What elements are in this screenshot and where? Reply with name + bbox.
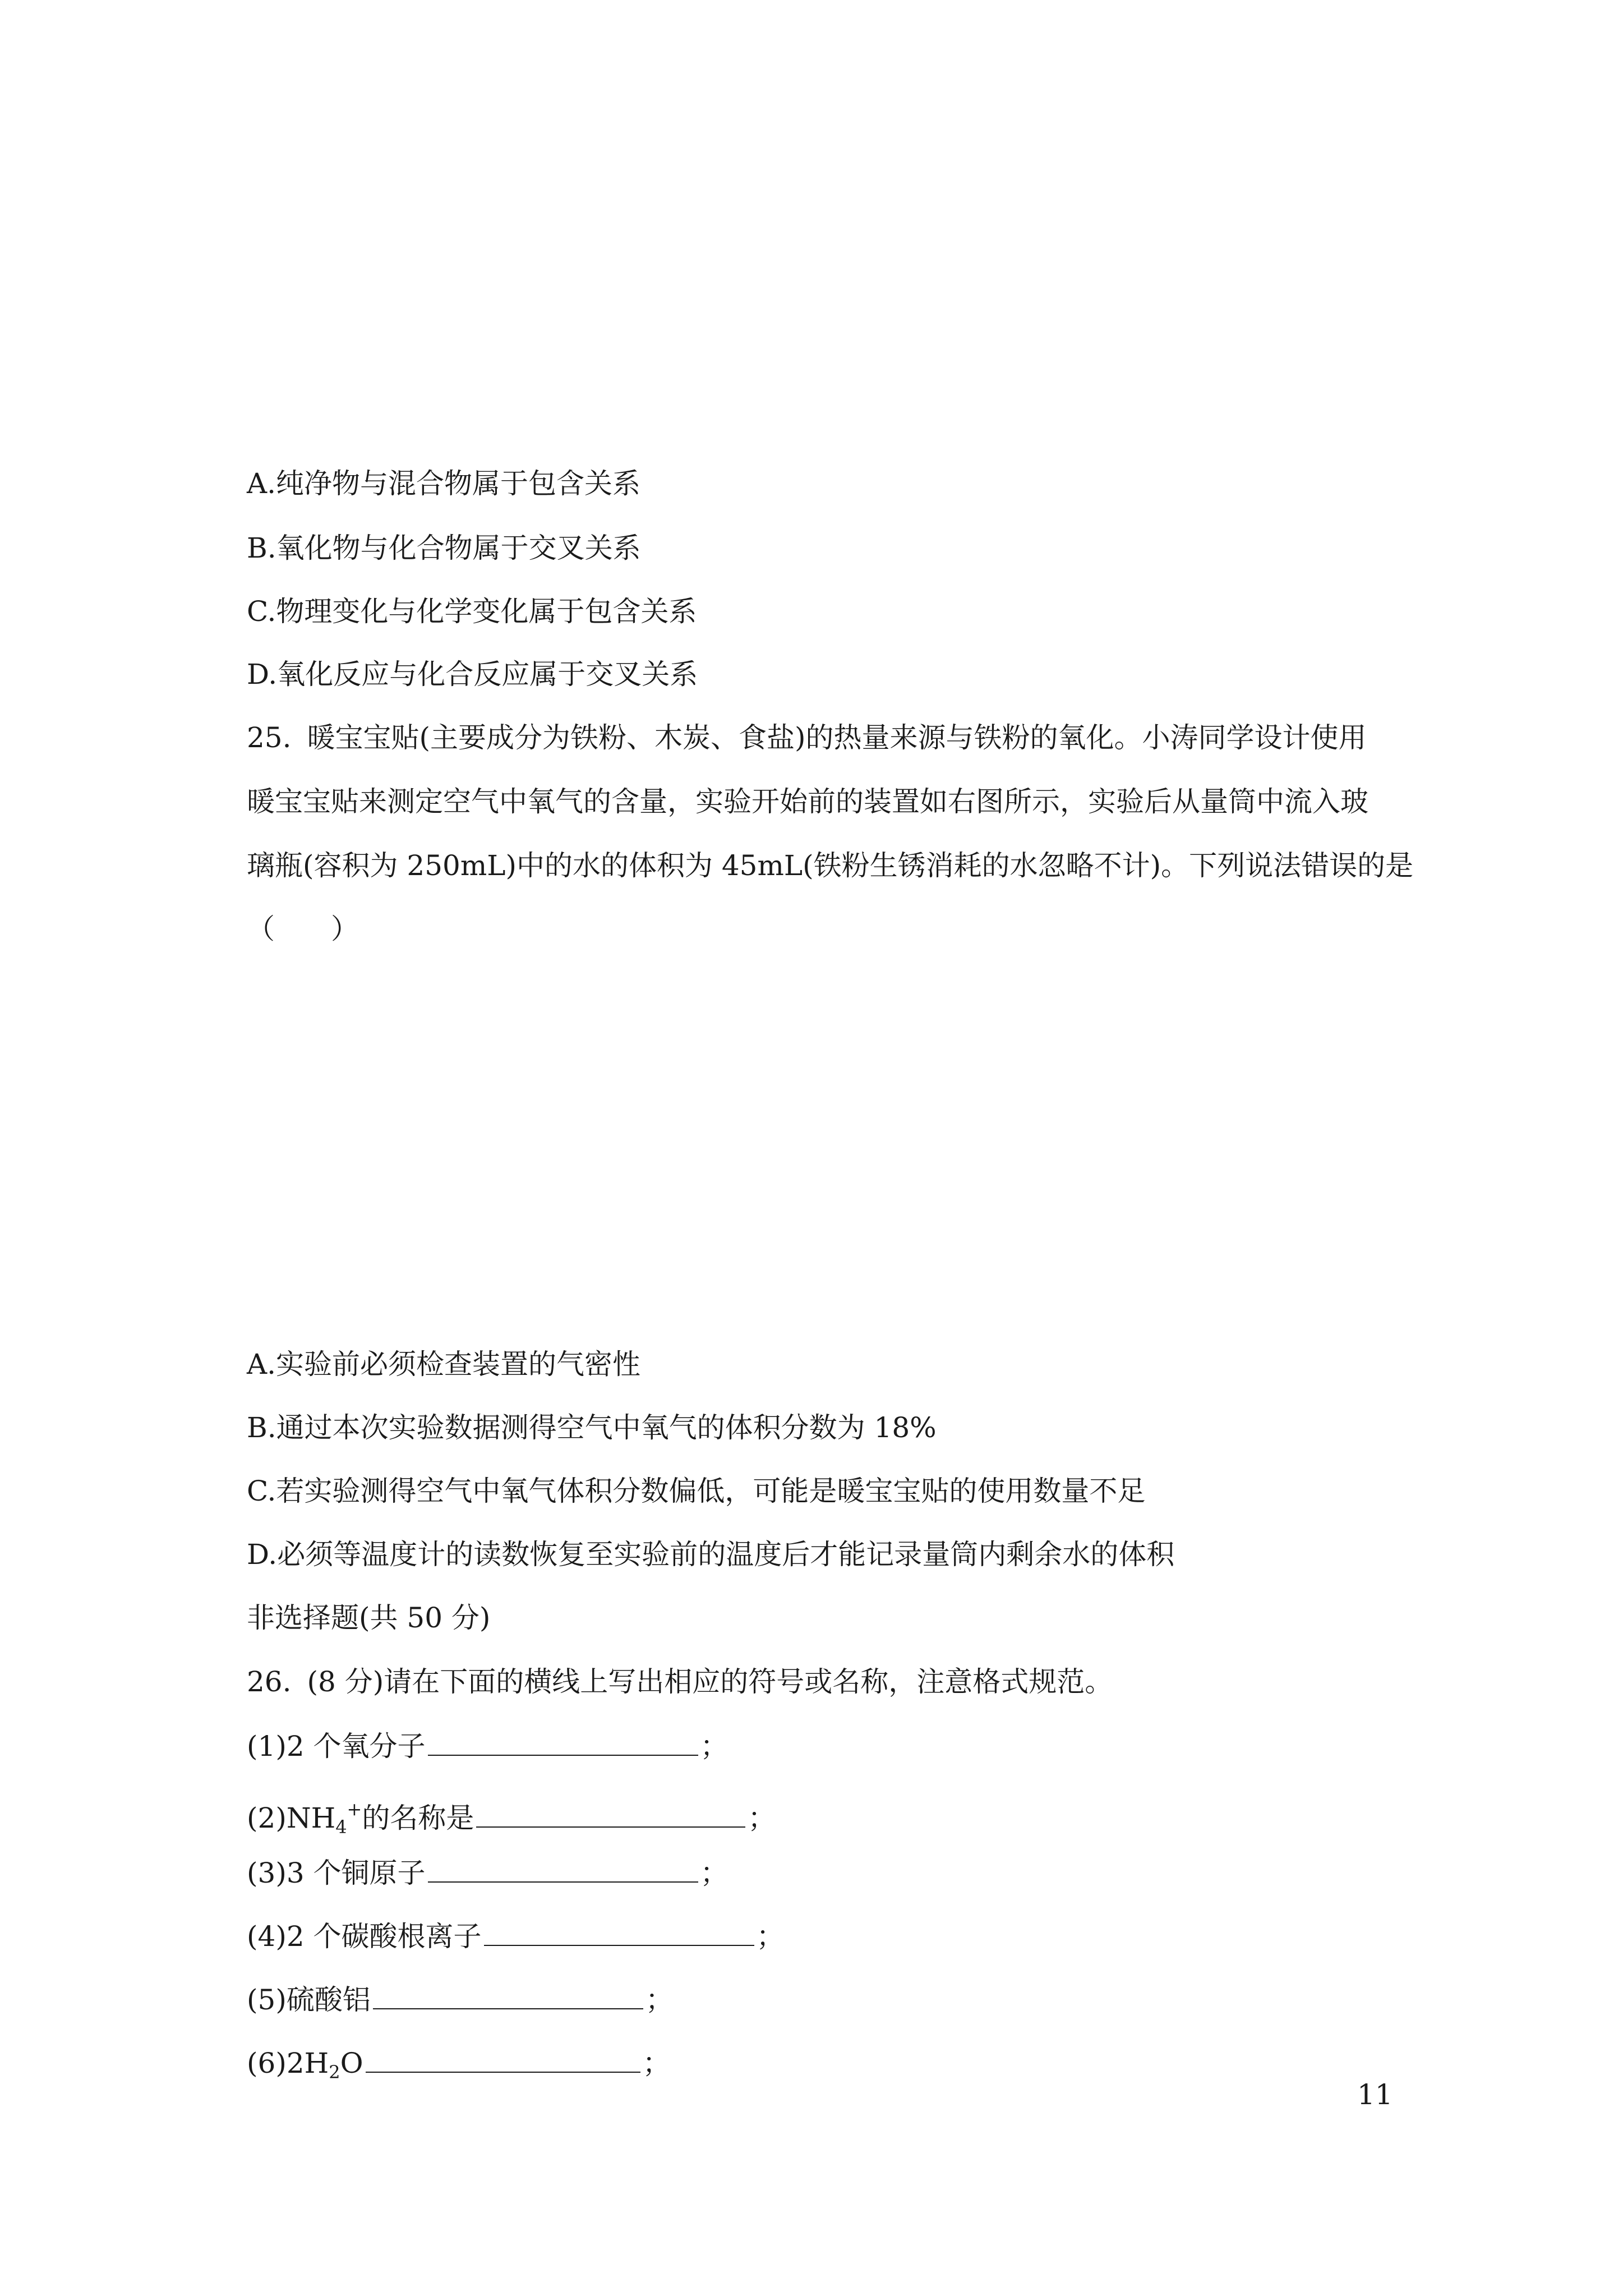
q24-option-c: C.物理变化与化学变化属于包含关系 — [247, 595, 697, 628]
q26-item-5-blank[interactable] — [373, 1981, 643, 2009]
q25-stem-text-1: 暖宝宝贴(主要成分为铁粉、木炭、食盐)的热量来源与铁粉的氧化。小涛同学设计使用 — [307, 721, 1367, 754]
q26-item-4-terminator: ； — [756, 1920, 785, 1953]
q25-option-d: D.必须等温度计的读数恢复至实验前的温度后才能记录量筒内剩余水的体积 — [247, 1538, 1175, 1571]
q26-stem-text: (8 分)请在下面的横线上写出相应的符号或名称，注意格式规范。 — [307, 1665, 1113, 1698]
q26-item-6-prefix: (6)2H — [247, 2047, 329, 2079]
q26-stem-line — [247, 1664, 1113, 1700]
q26-item-3-terminator: ； — [700, 1857, 728, 1889]
q26-item-1 — [247, 1728, 728, 1764]
q24-option-a: A.纯净物与混合物属于包含关系 — [247, 467, 641, 500]
q26-item-4 — [247, 1918, 785, 1954]
q24-option-d: D.氧化反应与化合反应属于交叉关系 — [247, 658, 698, 691]
q24-option-b: B.氧化物与化合物属于交叉关系 — [247, 532, 641, 564]
q26-item-6-suffix: O — [340, 2047, 363, 2079]
q26-item-6-terminator: ； — [642, 2047, 671, 2079]
q26-item-4-blank[interactable] — [484, 1918, 754, 1946]
q25-stem-line-1 — [247, 720, 1367, 756]
q26-item-3-label: (3)3 个铜原子 — [247, 1857, 426, 1889]
q26-item-4-label: (4)2 个碳酸根离子 — [247, 1920, 482, 1953]
q26-item-2 — [247, 1791, 776, 1845]
q26-item-2-subscript: 4 — [335, 1816, 347, 1838]
q26-item-6-blank[interactable] — [366, 2045, 640, 2073]
q26-number: 26. — [247, 1665, 292, 1698]
q26-item-2-terminator: ； — [748, 1802, 776, 1834]
q26-item-2-blank[interactable] — [476, 1800, 745, 1828]
q26-item-6 — [247, 2045, 671, 2090]
q26-item-3-blank[interactable] — [428, 1855, 698, 1883]
q26-item-5 — [247, 1981, 674, 2018]
q25-option-a: A.实验前必须检查装置的气密性 — [247, 1348, 641, 1381]
q25-stem-line-2: 暖宝宝贴来测定空气中氧气的含量，实验开始前的装置如右图所示，实验后从量筒中流入玻 — [247, 785, 1368, 818]
q25-number: 25. — [247, 721, 292, 754]
q26-item-2-suffix: 的名称是 — [362, 1802, 474, 1834]
q26-item-5-terminator: ； — [645, 1984, 674, 2016]
q26-item-5-label: (5)硫酸铝 — [247, 1984, 371, 2016]
q26-item-2-prefix: (2)NH — [247, 1802, 336, 1834]
q25-stem-line-3: 璃瓶(容积为 250mL)中的水的体积为 45mL(铁粉生锈消耗的水忽略不计)。下列说法错误的是 — [247, 849, 1414, 882]
q26-item-1-terminator: ； — [700, 1730, 728, 1763]
page-number: 11 — [1357, 2078, 1393, 2111]
q26-item-3 — [247, 1855, 728, 1891]
q26-item-1-label: (1)2 个氧分子 — [247, 1730, 426, 1763]
q25-option-b: B.通过本次实验数据测得空气中氧气的体积分数为 18% — [247, 1411, 937, 1444]
q25-answer-bracket: （ ） — [247, 913, 359, 945]
q26-item-6-subscript: 2 — [329, 2062, 340, 2083]
section-title: 非选择题(共 50 分) — [247, 1602, 491, 1634]
q26-item-1-blank[interactable] — [428, 1728, 698, 1756]
q25-option-c: C.若实验测得空气中氧气体积分数偏低，可能是暖宝宝贴的使用数量不足 — [247, 1475, 1146, 1507]
q26-item-2-superscript: + — [347, 1798, 362, 1820]
